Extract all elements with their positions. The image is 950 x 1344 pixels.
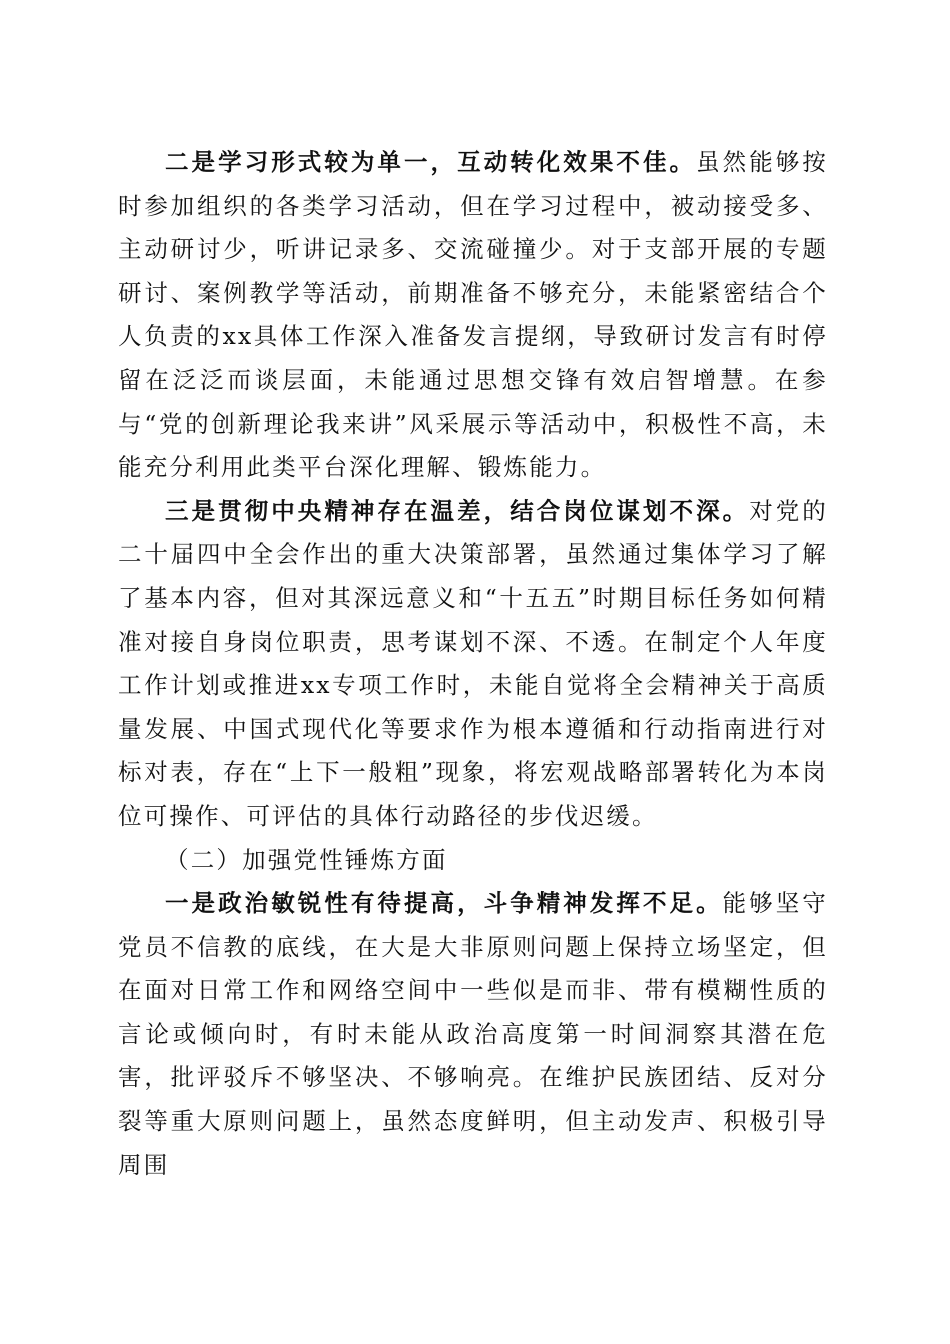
paragraph-lead: 三是贯彻中央精神存在温差，结合岗位谋划不深。 (165, 496, 750, 525)
paragraph-lead: 二是学习形式较为单一，互动转化效果不佳。 (165, 148, 697, 176)
paragraph-implement-spirit (118, 490, 828, 839)
section-heading: （二）加强党性锤炼方面 (165, 845, 448, 874)
paragraph-political-sensitivity (118, 882, 828, 1187)
paragraph-study-form (118, 141, 828, 490)
document-body (118, 141, 828, 1187)
paragraph-body: 虽然能够按时参加组织的各类学习活动，但在学习过程中，被动接受多、主动研讨少，听讲记录多、交流碰撞少。对于支部开展的专题研讨、案例教学等活动，前期准备不够充分，未能紧密结合个人负责的xx具体工作深入准备发言提纲，导致研讨发言有时停留在泛泛而谈层面，未能通过思想交锋有效启智增慧。在参与“党的创新理论我来讲”风采展示等活动中，积极性不高，未能充分利用此类平台深化理解、锻炼能力。 (118, 148, 829, 482)
paragraph-body: 能够坚守党员不信教的底线，在大是大非原则问题上保持立场坚定，但在面对日常工作和网络空间中一些似是而非、带有模糊性质的言论或倾向时，有时未能从政治高度第一时间洞察其潜在危害，批评驳斥不够坚决、不够响亮。在维护民族团结、反对分裂等重大原则问题上，虽然态度鲜明，但主动发声、积极引导周围 (118, 889, 828, 1179)
paragraph-lead: 一是政治敏锐性有待提高，斗争精神发挥不足。 (165, 889, 723, 918)
paragraph-body: 对党的二十届四中全会作出的重大决策部署，虽然通过集体学习了解了基本内容，但对其深远意义和“十五五”时期目标任务如何精准对接自身岗位职责，思考谋划不深、不透。在制定个人年度工作计划或推进xx专项工作时，未能自觉将全会精神关于高质量发展、中国式现代化等要求作为根本遵循和行动指南进行对标对表，存在“上下一般粗”现象，将宏观战略部署转化为本岗位可操作、可评估的具体行动路径的步伐迟缓。 (118, 496, 828, 830)
